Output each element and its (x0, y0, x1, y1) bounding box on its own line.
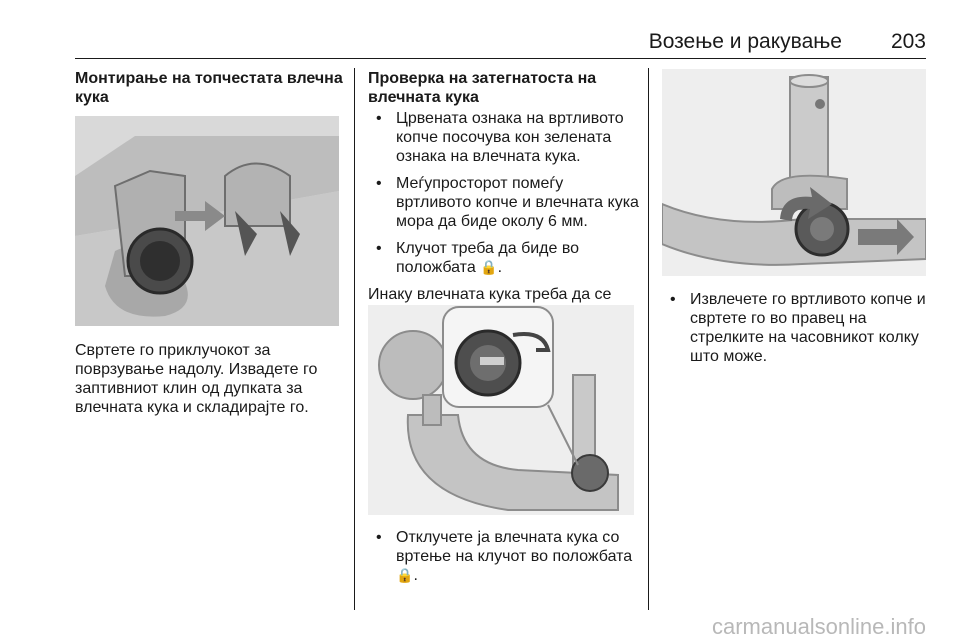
list-item (368, 109, 640, 166)
figure-socket-under-bumper (75, 116, 339, 326)
lock-icon: 🔒 (396, 567, 414, 583)
tighten-note: Инаку влечната кука треба да се (368, 286, 612, 303)
mounting-instruction: Свртете го приклучокот за поврзување надолу. Извадете го заптивниот клин од дупката за влечната кука и складирајте го. (75, 342, 318, 416)
column-3 (662, 290, 930, 374)
list-item-text: Црвената ознака на вртливото копче посочува кон зелената ознака на влечната кука. (396, 110, 624, 165)
list-item (662, 290, 930, 366)
knob-list (662, 290, 930, 366)
column-1 (75, 69, 343, 107)
list-item: • Клучот треба да биде во положбата 🔒. (368, 239, 640, 277)
column-divider-right (648, 68, 649, 610)
list-item-text: Меѓупросторот помеѓу вртливото копче и влечната кука мора да биде околу 6 мм. (396, 175, 639, 230)
column-divider-left (354, 68, 355, 610)
header-rule (75, 58, 926, 59)
unlock-list (368, 528, 640, 585)
list-item-text: Извлечете го вртливото копче и свртете го во правец на стрелките на часовникот колку што може. (690, 291, 926, 365)
list-item-text: Клучот треба да биде во положбата (396, 240, 580, 276)
header-title: Возење и ракување (648, 30, 842, 53)
figure-towbar-key (368, 305, 634, 515)
section-heading-tension-check: Проверка на затегнатоста на влечната кука (368, 70, 597, 106)
section-heading-mounting: Монтирање на топчестата влечна кука (75, 70, 343, 106)
column-2 (368, 69, 640, 323)
tension-check-list (368, 109, 640, 277)
list-item: • Отклучете ја влечната кука со вртење на клучот во положбата 🔒. (368, 528, 640, 585)
column-1-body (75, 341, 343, 417)
column-2-lower (368, 528, 640, 593)
list-item-text: Отклучете ја влечната кука со вртење на клучот во положбата (396, 529, 633, 565)
figure-turn-knob (662, 69, 926, 276)
list-item (368, 174, 640, 231)
page-number: 203 (890, 30, 926, 53)
footer-watermark: carmanualsonline.info (711, 614, 926, 639)
lock-icon: 🔒 (480, 259, 498, 275)
